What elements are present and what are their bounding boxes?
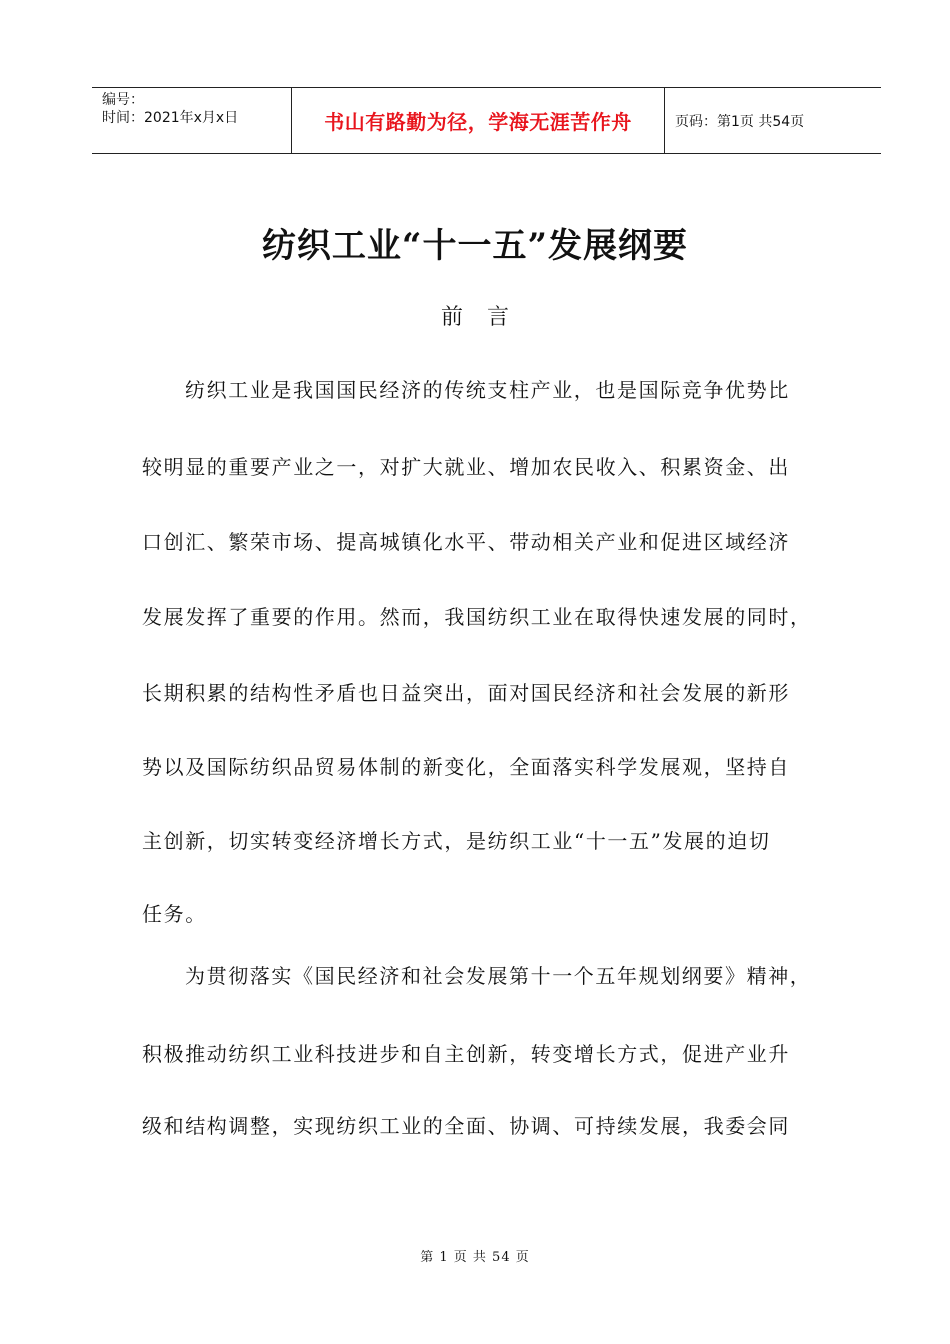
body-line: 口创汇、繁荣市场、提高城镇化水平、带动相关产业和促进区域经济 [142, 530, 790, 554]
header-meta-cell [92, 88, 292, 153]
body-line: 纺织工业是我国国民经济的传统支柱产业，也是国际竞争优势比 [185, 378, 790, 402]
header-page-info: 页码：第1页 共54页 [675, 113, 805, 130]
body-line: 积极推动纺织工业科技进步和自主创新，转变增长方式，促进产业升 [142, 1042, 790, 1066]
section-heading: 前言 [440, 305, 533, 330]
body-line: 较明显的重要产业之一，对扩大就业、增加农民收入、积累资金、出 [142, 455, 790, 479]
body-line: 任务。 [142, 902, 207, 926]
body-line: 级和结构调整，实现纺织工业的全面、协调、可持续发展，我委会同 [142, 1114, 790, 1138]
header-page-cell [665, 88, 881, 153]
body-line: 主创新，切实转变经济增长方式，是纺织工业“十一五”发展的迫切 [142, 829, 771, 853]
document-header [92, 87, 881, 154]
header-motto-cell [292, 88, 665, 153]
document-number-label: 编号： [102, 92, 144, 108]
page-footer: 第 1 页 共 54 页 [420, 1250, 530, 1265]
body-line: 长期积累的结构性矛盾也日益突出，面对国民经济和社会发展的新形 [142, 681, 790, 705]
body-line: 势以及国际纺织品贸易体制的新变化，全面落实科学发展观，坚持自 [142, 755, 790, 779]
document-title: 纺织工业“十一五”发展纲要 [261, 226, 689, 266]
header-motto: 书山有路勤为径，学海无涯苦作舟 [324, 110, 632, 134]
body-line: 发展发挥了重要的作用。然而，我国纺织工业在取得快速发展的同时， [142, 605, 812, 629]
document-time-label: 时间：2021年x月x日 [102, 110, 239, 126]
body-line: 为贯彻落实《国民经济和社会发展第十一个五年规划纲要》精神， [185, 964, 812, 988]
